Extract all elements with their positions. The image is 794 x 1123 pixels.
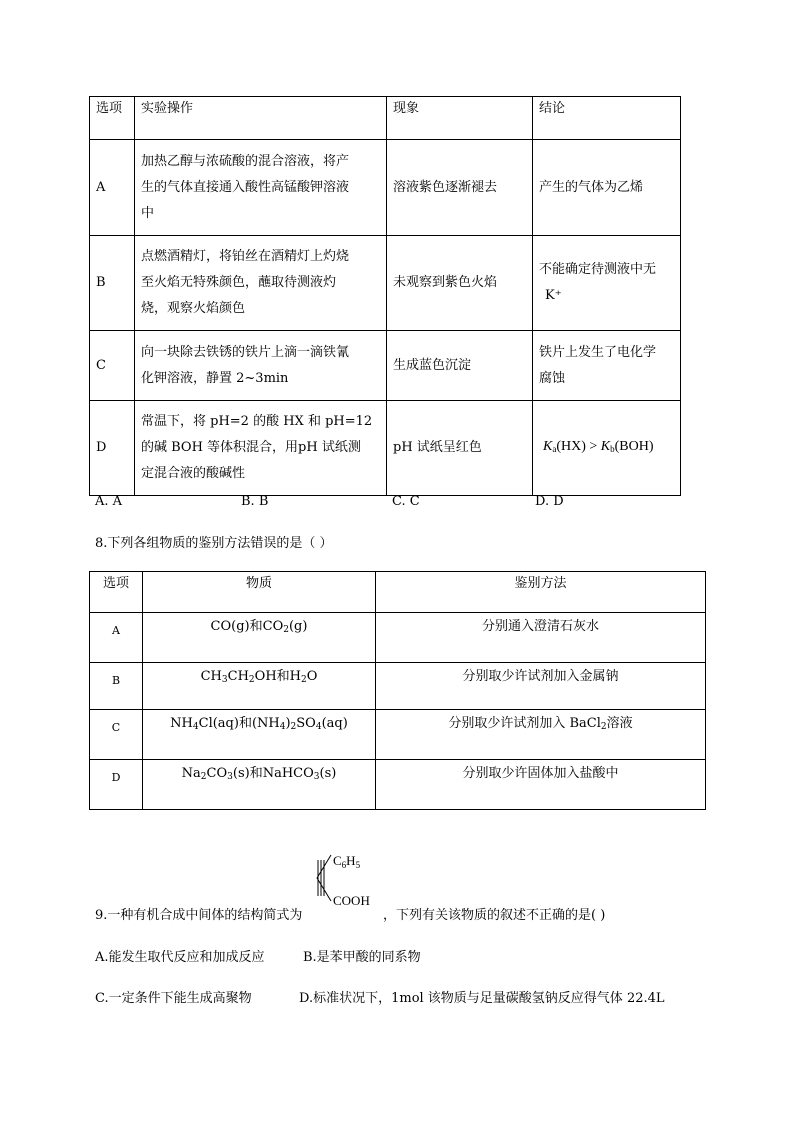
table-row: [90, 710, 706, 760]
q8-row-substance: $Na_2CO_3(s)$和NaHCO$_3$(s): [143, 760, 376, 810]
q8-row-option: A: [90, 613, 143, 663]
q7-choice-a: A. A: [95, 494, 123, 509]
q9-option-d: D.标准状况下，1mol 该物质与足量碳酸氢钠反应得气体 22.4L: [299, 991, 665, 1006]
q7-row-option: D: [90, 401, 135, 496]
q8-header-row: [90, 572, 706, 613]
q8-row-method: 分别取少许试剂加入 BaCl$_2$溶液: [376, 710, 706, 760]
q7-table: [89, 96, 681, 496]
q7-header-row: [90, 97, 681, 140]
q7-row-operation: 向一块除去铁锈的铁片上滴一滴铁氰 化钾溶液，静置 2~3min: [135, 331, 387, 401]
structure-bottom-group: COOH: [333, 893, 370, 908]
q9-stem-prefix: 9.一种有机合成中间体的结构简式为: [95, 908, 303, 923]
q7-choice-d: D. D: [535, 494, 564, 509]
q7-row-operation: 加热乙醇与浓硫酸的混合溶液，将产 生的气体直接通入酸性高锰酸钾溶液 中: [135, 140, 387, 236]
q7-header-operation: 实验操作: [135, 97, 387, 140]
q8-header-method: 鉴别方法: [376, 572, 706, 613]
q9-stem-suffix: ，下列有关该物质的叙述不正确的是( ): [383, 908, 606, 923]
table-row: [90, 331, 681, 401]
q7-row-conclusion: 产生的气体为乙烯: [533, 140, 681, 236]
q7-row-conclusion: 不能确定待测液中无 K⁺: [533, 236, 681, 331]
table-row: [90, 401, 681, 496]
q8-header-option: 选项: [90, 572, 143, 613]
q7-header-phenomenon: 现象: [387, 97, 533, 140]
q7-row-option: C: [90, 331, 135, 401]
q7-row-conclusion-formula: $K_a(HX) > K_b(BOH)$: [533, 401, 681, 496]
q7-header-option: 选项: [90, 97, 135, 140]
q8-row-option: B: [90, 663, 143, 710]
q7-row-option: B: [90, 236, 135, 331]
q8-row-substance: $NH_4Cl(aq)$和$(NH_4)_2SO_4(aq)$: [143, 710, 376, 760]
q7-row-operation: 常温下，将 pH=2 的酸 HX 和 pH=12 的碱 BOH 等体积混合，用pH 试纸测 定混合液的酸碱性: [135, 401, 387, 496]
table-row: [90, 760, 706, 810]
structure-diagram: [315, 848, 385, 908]
structure-top-group: $C_6H_5$: [333, 853, 361, 870]
q7-choice-b: B. B: [241, 494, 269, 509]
q8-row-method: 分别取少许固体加入盐酸中: [376, 760, 706, 810]
q8-table: [89, 571, 706, 810]
table-row: [90, 236, 681, 331]
table-row: [90, 663, 706, 710]
q7-row-option: A: [90, 140, 135, 236]
q7-row-conclusion: 铁片上发生了电化学 腐蚀: [533, 331, 681, 401]
table-row: [90, 140, 681, 236]
q9-option-b: B.是苯甲酸的同系物: [303, 950, 421, 965]
q7-row-phenomenon: 未观察到紫色火焰: [387, 236, 533, 331]
q9-option-a: A.能发生取代反应和加成反应: [95, 950, 265, 965]
q7-choice-c: C. C: [392, 494, 420, 509]
table-row: [90, 613, 706, 663]
q9-option-c: C.一定条件下能生成高聚物: [95, 991, 252, 1006]
q8-row-method: 分别通入澄清石灰水: [376, 613, 706, 663]
q8-row-option: C: [90, 710, 143, 760]
q7-row-operation: 点燃酒精灯，将铂丝在酒精灯上灼烧 至火焰无特殊颜色，蘸取待测液灼 烧，观察火焰颜色: [135, 236, 387, 331]
q8-row-method: 分别取少许试剂加入金属钠: [376, 663, 706, 710]
q7-row-phenomenon: 生成蓝色沉淀: [387, 331, 533, 401]
q8-row-substance: CO(g)和$CO_2(g)$: [143, 613, 376, 663]
q7-header-conclusion: 结论: [533, 97, 681, 140]
q8-row-option: D: [90, 760, 143, 810]
q8-stem: 8.下列各组物质的鉴别方法错误的是（ ）: [95, 536, 333, 551]
q7-row-phenomenon: pH 试纸呈红色: [387, 401, 533, 496]
q8-row-substance: $CH_3CH_2OH$和$H_2O$: [143, 663, 376, 710]
q7-row-phenomenon: 溶液紫色逐渐褪去: [387, 140, 533, 236]
q8-header-substance: 物质: [143, 572, 376, 613]
